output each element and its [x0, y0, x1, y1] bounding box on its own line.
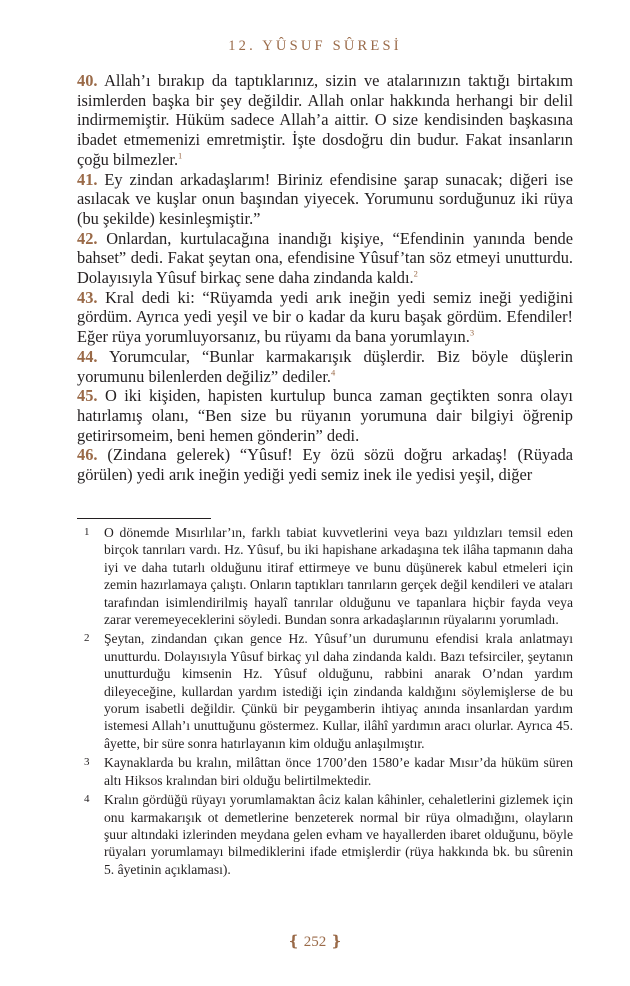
footnotes [77, 524, 573, 880]
page-number-footer [0, 932, 630, 951]
verse-text: Ey zindan arkadaşlarım! Biriniz efendisine şarap sunacak; diğeri ise asılacak ve kuşlar onun başından yiyecek. Yorumunu sorduğunuz iki rüya (bu şekilde) kesinleşmiştir.” [77, 169, 573, 228]
footnote-text: Şeytan, zindandan çıkan gence Hz. Yûsuf’un durumunu efendisi krala anlatmayı unutturdu. Dolayısıyla Yûsuf birkaç yıl daha zindanda kaldı. Bazı tefsirciler, şeytanın unutturduğu kimsenin Hz. Yûsuf olduğunu, rabbini anarak O’ndan yardım dileyeceğine, kullardan yardım istediği için zindanda kaldığını söylemişlerse de bu yorum isabetli değildir. Çünkü bir peygamberin ihtiyaç anında insanlardan yardım istemesi Allah’ı unuttuğunu göstermez. Kullar, ilâhî yardımın aracı olurlar. Ayrıca 45. âyette, bir süre sonra hatırlayanın kim olduğu anlaşılmıştır. [104, 631, 573, 751]
footnote-text: O dönemde Mısırlılar’ın, farklı tabiat kuvvetlerini veya bazı yıldızları temsil eden birçok tanrıları vardı. Hz. Yûsuf, bu iki hapishane arkadaşına tek ilâha tapmanın daha iyi ve daha tutarlı olduğunu itiraf ettirmeye ve bunu düşünerek kabul etmeleri için zemin hazırlamaya çalıştı. Onların taptıkları tanrıların gerçek değil kendileri ve ataları tarafından isimlendirilmiş hayalî tanrılar olduğunu ve tapanlara hiçbir fayda veya zarar veremeyeceklerini söyledi. Bundan sonra arkadaşlarının rüyalarını yorumladı. [104, 525, 573, 628]
verse-text: Allah’ı bırakıp da taptıklarınız, sizin ve atalarınızın taktığı birtakım isimlerden başka bir şey değildir. Allah onlar hakkında herhangi bir delil indirmemiştir. Hüküm sadece Allah’a aittir. O size kendisinden başkasına ibadet etmemenizi emretmiştir. İşte dosdoğru din budur. Fakat insanların çoğu bilmezler. [77, 71, 573, 169]
verse-44 [77, 347, 573, 386]
footnote-ref[interactable]: 2 [413, 268, 418, 279]
right-ornament: ❵ [330, 934, 343, 950]
surah-title: 12. YÛSUF SÛRESİ [228, 38, 402, 54]
footnote-text: Kaynaklarda bu kralın, milâttan önce 1700’den 1580’e kadar Mısır’da hüküm süren altı Hiksos kralından biri olduğu belirtilmektedir. [104, 755, 573, 788]
verse-text: Onlardan, kurtulacağına inandığı kişiye, “Efendinin yanında bende bahset” dedi. Fakat şeytan ona, efendisine Yûsuf’tan söz etmeyi unutturdu. Dolayısıyla Yûsuf birkaç sene daha zindanda kaldı. [77, 228, 573, 288]
verse-text: (Zindana gelerek) “Yûsuf! Ey özü sözü doğru arkadaş! (Rüyada görülen) yedi arık ineğin yediği yedi semiz inek ile yedisi yeşil, diğer [77, 445, 573, 485]
footnote-ref[interactable]: 1 [178, 150, 183, 161]
verse-43 [77, 288, 573, 347]
running-header [0, 38, 630, 55]
verse-text: Yorumcular, “Bunlar karmakarışık düşlerdir. Biz böyle düşlerin yorumunu bilenlerden değiliz” dediler. [77, 346, 573, 386]
left-ornament: ❴ [287, 934, 300, 950]
footnote-number: 1 [84, 526, 90, 538]
verse-41 [77, 170, 573, 229]
verse-number: 45. [77, 386, 98, 406]
verse-number: 43. [77, 287, 98, 307]
footnote-2 [77, 630, 573, 752]
footnote-1 [77, 524, 573, 628]
footnote-number: 4 [84, 793, 90, 806]
verse-46 [77, 445, 573, 484]
verse-number: 40. [77, 71, 98, 90]
verse-number: 44. [77, 346, 98, 366]
page-number: 252 [303, 934, 327, 950]
verse-42 [77, 229, 573, 288]
footnote-4 [77, 791, 573, 878]
verse-45 [77, 386, 573, 445]
verse-block [77, 71, 573, 485]
verse-number: 46. [77, 445, 98, 465]
verse-40 [77, 71, 573, 170]
verse-text: O iki kişiden, hapisten kurtulup bunca zaman geçtikten sonra olayı hatırlamış olanı, “Ben size bu rüyanın yorumuna dair bilgiyi öğrenip getirirsomeim, beni hemen gönderin” dedi. [77, 386, 573, 445]
verse-number: 41. [77, 169, 98, 189]
footnote-ref[interactable]: 3 [469, 327, 475, 338]
verse-text: Kral dedi ki: “Rüyamda yedi arık ineğin yedi semiz ineği yediğini gördüm. Ayrıca yedi yeşil ve bir o kadar da kuru başak gördüm. Efendiler! Eğer rüya yorumluyorsanız, bu rüyamı da bana yorumlayın. [77, 287, 573, 347]
footnote-number: 3 [84, 756, 90, 769]
footnote-divider [77, 518, 211, 519]
footnote-ref[interactable]: 4 [330, 367, 336, 378]
footnote-text: Kralın gördüğü rüyayı yorumlamaktan âciz kalan kâhinler, cehaletlerini gizlemek için onu karmakarışık ot demetlerine benzeterek normal bir rüya olmadığını, olayların şuur altındaki izlerinden meydana gelen evham ve hayallerden ibaret olduğunu, böyle rüyaları yorumlamayı bilmediklerini ifade etmişlerdir (rüya hakkında bk. bu sûrenin 5. âyetinin açıklaması). [104, 792, 573, 877]
footnote-number: 2 [84, 632, 90, 645]
verse-number: 42. [77, 228, 98, 248]
footnote-3 [77, 754, 573, 789]
